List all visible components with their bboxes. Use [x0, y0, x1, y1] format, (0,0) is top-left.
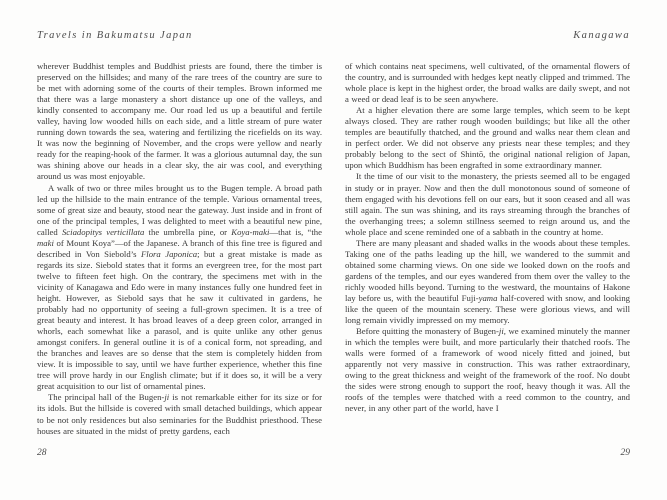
page-number-left: 28: [37, 448, 47, 458]
running-header-chapter: Kanagawa: [573, 30, 630, 41]
paragraph: There are many pleasant and shaded walks in the woods about these temples. Taking one of the paths leading up the hill, we wandered to the summit and obtained some charming views. On one side we looked down on the roofs and gardens of the temples, and our eyes wandered from them over the valley to the richly wooded hills beyond. Turning to the westward, the mountains of Hakone lay before us, with the beautiful Fuji-yama half-covered with snow, and looking like the queen of the mountain scenery. These were glorious views, and will long remain vividly impressed on my memory.: [345, 237, 630, 326]
running-header-book-title: Travels in Bakumatsu Japan: [37, 30, 193, 41]
paragraph: It the time of our visit to the monastery, the priests seemed all to be engaged in study or in prayer. Now and then the dull monotonous sound of someone of them engaged with his devotions fell on our ears, but it soon ceased and all was still again. The sun was shining, and its rays streaming through the branches of the overhanging trees; a solemn stillness seemed to reign around us, and the whole place and scene reminded one of a sabbath in the country at home.: [345, 171, 630, 237]
page-number-right: 29: [620, 448, 630, 458]
paragraph: Before quitting the monastery of Bugen-ji, we examined minutely the manner in which the temples were built, and more particularly their thatched roofs. The walls were formed of a framework of wood nicely fitted and joined, but apparently not very massive in construction. This was rather extraordinary, owing to the great thickness and weight of the framework of the roof. No doubt the sides were strong enough to support the roof, heavy though it was. All the roofs of the temples were thatched with a reed common to the country, and never, in any other part of the world, have I: [345, 326, 630, 414]
paragraph: of which contains neat specimens, well cultivated, of the ornamental flowers of the country, and is surrounded with hedges kept neatly clipped and trimmed. The whole place is kept in the highest order, the broad walks are daily swept, and not a weed or dead leaf is to be seen anywhere.: [345, 61, 630, 105]
page-left-body-text: [37, 61, 322, 449]
paragraph: A walk of two or three miles brought us to the Bugen temple. A broad path led up the hillside to the main entrance of the temple. Various ornamental trees, some of great size and beauty, stood near the gateway. Just inside and in front of one of the principal temples, I was delighted to meet with a beautiful new pine, called Sciadopitys verticillata the umbrella pine, or Koya-maki—that is, “the maki of Mount Koya”—of the Japanese. A branch of this fine tree is figured and described in Von Siebold’s Flora Japonica; but a great mistake is made as regards its size. Siebold states that it forms an evergreen tree, for the most part twelve to fifteen feet high. On the contrary, the specimens met with in the vicinity of Kanagawa and Edo were in many instances fully one hundred feet in height. However, as Siebold says that he saw it cultivated in gardens, he probably had no opportunity of seeing a full-grown specimen. It is a tree of great beauty and interest. It has broad leaves of a deep green color, arranged in whorls, each somewhat like a parasol, and is quite unlike any other genus amongst conifers. In general outline it is of a conical form, not spreading, and the branches and leaves are so dense that the stem is completely hidden from view. It is impossible to say, until we have further experience, whether this fine tree will prove hardy in our English climate; but if it does so, it will be a very great acquisition to our list of ornamental pines.: [37, 182, 322, 392]
page-right-body-text: [345, 61, 630, 449]
paragraph: At a higher elevation there are some large temples, which seem to be kept always closed. They are rather rough wooden buildings; but like all the other temples are beautifully thatched, and the ground and walks near them clean and in perfect order. We did not observe any priests near these temples; and they probably belong to the sect of Shintō, the original national religion of Japan, upon which Buddhism has been engrafted in some extraordinary manner.: [345, 105, 630, 171]
page-left: [37, 0, 322, 500]
paragraph: The principal hall of the Bugen-ji is not remarkable either for its size or for its idols. But the hillside is covered with small detached buildings, which appear to be not only residences but also seminaries for the Buddhist priesthood. These houses are situated in the midst of pretty gardens, each: [37, 392, 322, 436]
paragraph: wherever Buddhist temples and Buddhist priests are found, there the timber is preserved on the hillsides; and many of the rare trees of the country are sure to be met with adorning some of the courts of their temples. Brown informed me that there was a large monastery a short distance up one of the valleys, and kindly consented to accompany me. Our road led us up a beautiful and fertile valley, having low wooded hills on each side, and a little stream of pure water running down towards the sea, watering and fertilizing the ricefields on its way. It was now the beginning of November, and the crops were yellow and nearly ready for the reaping-hook of the farmer. It was a glorious autumnal day, the sun was shining above our heads in a clear sky, the air was cool, and everything around us was most enjoyable.: [37, 61, 322, 182]
page-right: [345, 0, 630, 500]
